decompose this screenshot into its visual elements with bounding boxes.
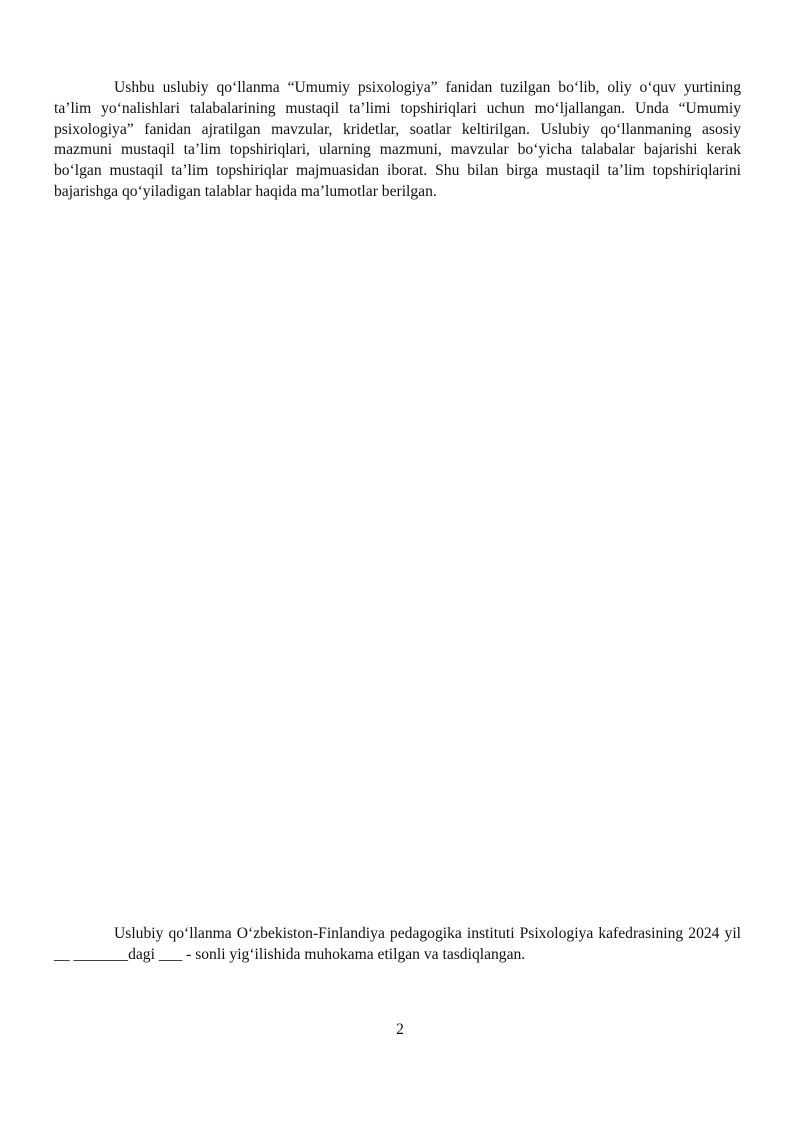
- approval-paragraph: Uslubiy qo‘llanma O‘zbekiston-Finlandiya pedagogika instituti Psixologiya kafedrasining 2024 yil __ _______dagi ___ - sonli yig‘ilishida muhokama etilgan va tasdiqlangan.: [54, 925, 741, 963]
- page-number: 2: [396, 1021, 404, 1038]
- intro-paragraph: Ushbu uslubiy qo‘llanma “Umumiy psixologiya” fanidan tuzilgan bo‘lib, oliy o‘quv yurtining ta’lim yo‘nalishlari talabalarining mustaqil ta’limi topshiriqlari uchun mo‘ljallangan. Unda “Umumiy psixologiya” fanidan ajratilgan mavzular, kridetlar, soatlar keltirilgan. Uslubiy qo‘llanmaning asosiy mazmuni mustaqil ta’lim topshiriqlari, ularning mazmuni, mavzular bo‘yicha talabalar bajarishi kerak bo‘lgan mustaqil ta’lim topshiriqlar majmuasidan iborat. Shu bilan birga mustaqil ta’lim topshiriqlarini bajarishga qo‘yiladigan talablar haqida ma’lumotlar berilgan.: [54, 79, 741, 200]
